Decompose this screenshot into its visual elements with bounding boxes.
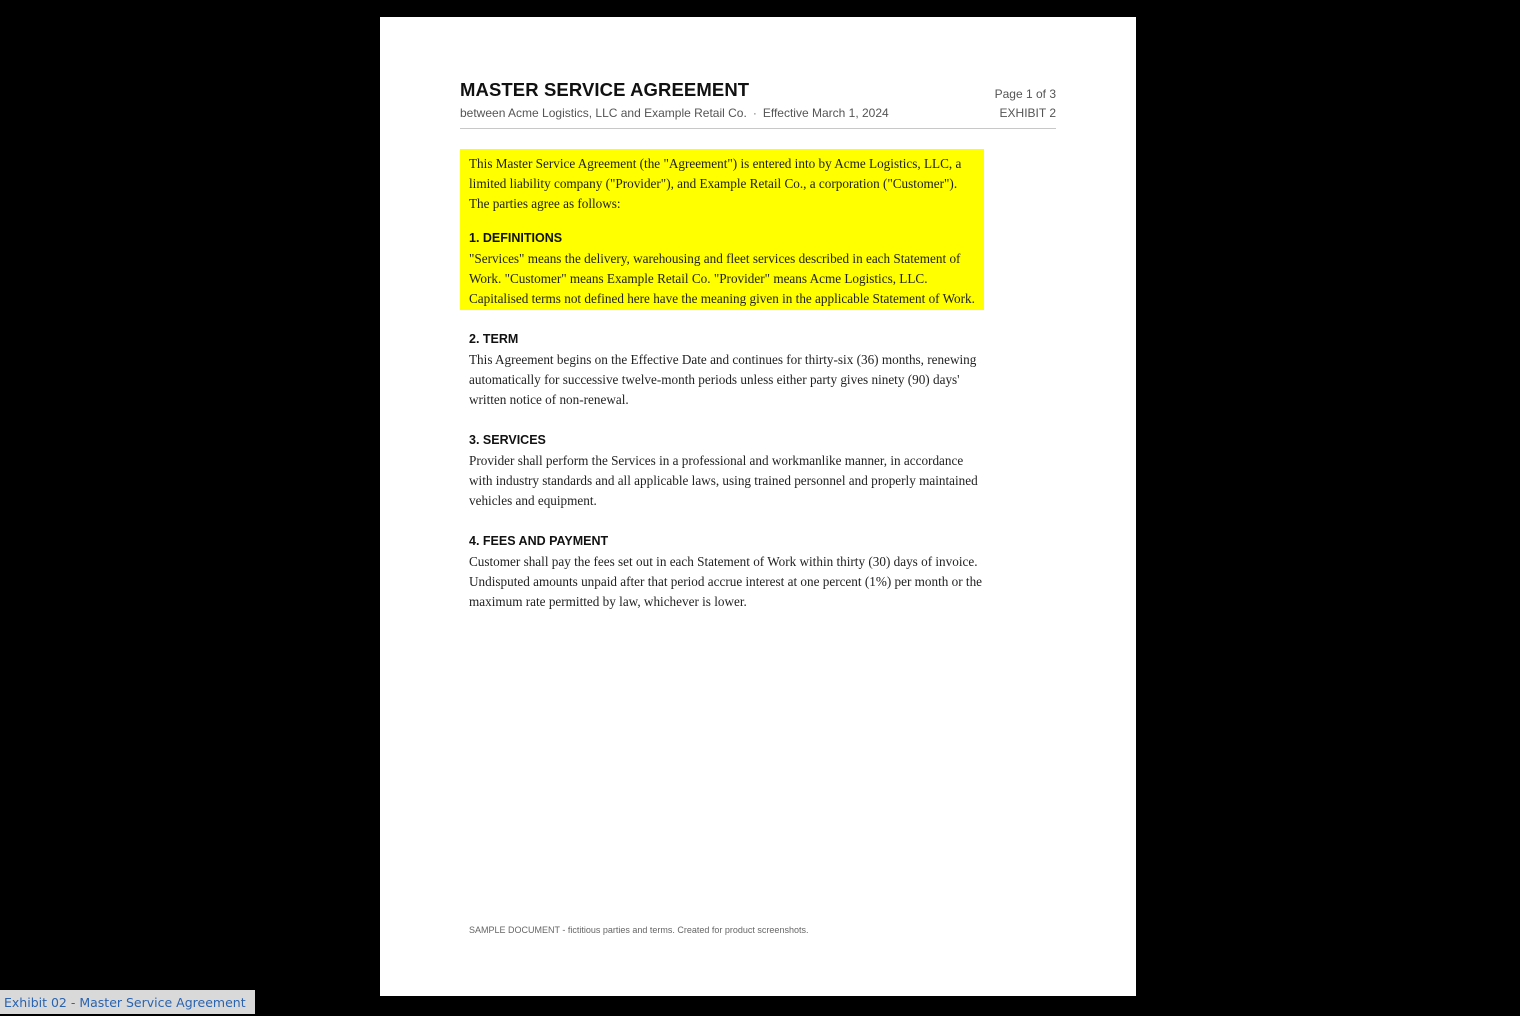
section-heading-services: 3. SERVICES: [469, 433, 546, 447]
section-services: [460, 430, 984, 511]
section-text-fees: Customer shall pay the fees set out in each Statement of Work within thirty (30) days of invoice. Undisputed amounts unpaid after that period accrue interest at one percent (1%) per month or the maximum rate permitted by law, whichever is lower.: [469, 554, 983, 609]
document-tab[interactable]: Exhibit 02 - Master Service Agreement: [0, 990, 255, 1014]
section-text-definitions: "Services" means the delivery, warehousing and fleet services described in each Statement of Work. "Customer" means Example Retail Co. "Provider" means Acme Logistics, LLC. Capitalised terms not defined here have the meaning given in the applicable Statement of Work.: [469, 251, 975, 306]
document-header: [460, 79, 1056, 129]
page-indicator: Page 1 of 3: [994, 87, 1056, 101]
section-heading-term: 2. TERM: [469, 332, 519, 346]
section-heading-fees: 4. FEES AND PAYMENT: [469, 534, 609, 548]
document-subtitle: [460, 106, 889, 120]
section-fees: [460, 531, 984, 612]
intro-paragraph: This Master Service Agreement (the "Agreement") is entered into by Acme Logistics, LLC, a limited liability company ("Provider"), and Example Retail Co., a corporation ("Customer"). The parties agree as follows:: [469, 156, 962, 211]
document-body: [460, 149, 984, 612]
document-title: MASTER SERVICE AGREEMENT: [460, 79, 750, 100]
subtitle-effective-date: Effective March 1, 2024: [762, 106, 889, 120]
section-heading-definitions: 1. DEFINITIONS: [469, 231, 563, 245]
subtitle-parties: between Acme Logistics, LLC and Example Retail Co.: [460, 106, 747, 120]
document-footer-note: SAMPLE DOCUMENT - fictitious parties and terms. Created for product screenshots.: [469, 925, 809, 935]
section-text-services: Provider shall perform the Services in a professional and workmanlike manner, in accordance with industry standards and all applicable laws, using trained personnel and properly maintained vehicles and equipment.: [469, 453, 978, 508]
highlighted-passage[interactable]: [460, 149, 984, 310]
section-text-term: This Agreement begins on the Effective Date and continues for thirty-six (36) months, renewing automatically for successive twelve-month periods unless either party gives ninety (90) days' written notice of non-renewal.: [469, 352, 977, 407]
exhibit-label: EXHIBIT 2: [999, 106, 1056, 120]
section-term: [460, 329, 984, 410]
subtitle-separator: ·: [752, 106, 757, 120]
document-page: [380, 17, 1136, 996]
